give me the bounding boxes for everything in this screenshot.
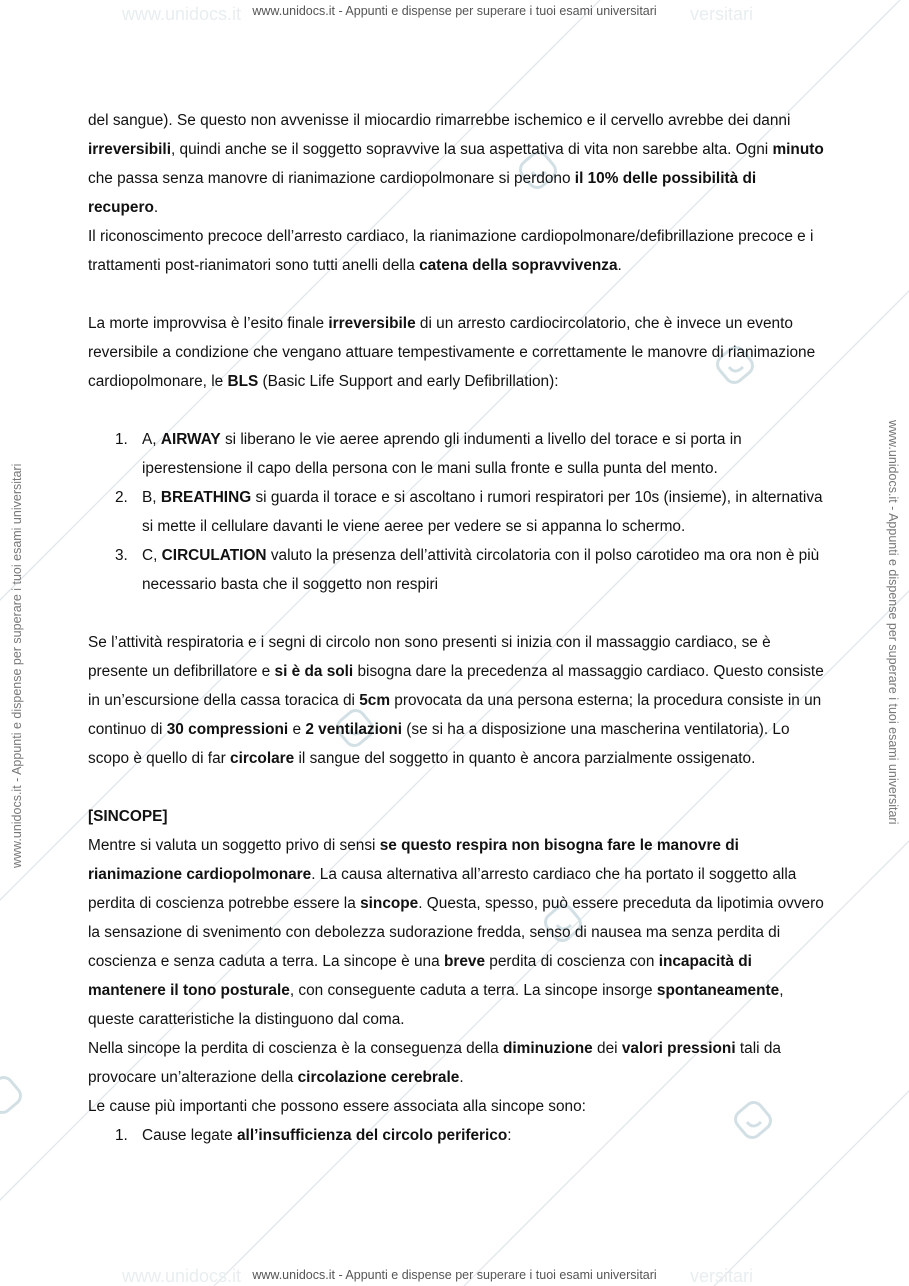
paragraph-survival-chain: Il riconoscimento precoce dell’arresto cardiaco, la rianimazione cardiopolmonare/defibrillazione precoce e i trattamenti post-rianimatori sono tutti anelli della catena della sopravvivenza. (88, 228, 814, 274)
paragraph-pressure: Nella sincope la perdita di coscienza è la conseguenza della diminuzione dei valori pressioni tali da provocare un’alterazione della circolazione cerebrale. (88, 1040, 781, 1086)
list-item: 3. C, CIRCULATION valuto la presenza dell’attività circolatoria con il polso carotideo ma ora non è più necessario basta che il soggetto non respiri (115, 547, 820, 593)
svg-text:versitari: versitari (690, 4, 754, 24)
paragraph-sincope: Mentre si valuta un soggetto privo di sensi se questo respira non bisogna fare le manovre di rianimazione cardiopolmonare. La causa alternativa all’arresto cardiaco che ha portato il soggetto alla perdita di coscienza potrebbe essere la sincope. Questa, spesso, può essere preceduta da lipotimia ovvero la sensazione di svenimento con debolezza sudorazione fredda, senso di nausea ma senza perdita di coscienza e senza caduta a terra. La sincope è una breve perdita di coscienza con incapacità di mantenere il tono posturale, con conseguente caduta a terra. La sincope insorge spontaneamente, queste caratteristiche la distinguono dal coma. (88, 837, 824, 1028)
list-item: 1. A, AIRWAY si liberano le vie aeree aprendo gli indumenti a livello del torace e si porta in iperestensione il capo della persona con le mani sulla fronte e sulla punta del mento. (115, 431, 742, 477)
paragraph-cardiac-massage: Se l’attività respiratoria e i segni di circolo non sono presenti si inizia con il massaggio cardiaco, se è presente un defibrillatore e si è da soli bisogna dare la precedenza al massaggio cardiaco. Questo consiste in un’escursione della cassa toracica di 5cm provocata da una persona esterna; la procedura consiste in un continuo di 30 compressioni e 2 ventilazioni (se si ha a disposizione una mascherina ventilatoria). Lo scopo è quello di far circolare il sangue del soggetto in quanto è ancora parzialmente ossigenato. (88, 634, 824, 767)
footer-watermark-text: www.unidocs.it - Appunti e dispense per superare i tuoi esami universitari (252, 1268, 657, 1282)
document-body (88, 106, 828, 1150)
spacer (88, 599, 828, 628)
causes-list (88, 1121, 828, 1150)
svg-text:www.unidocs.it: www.unidocs.it (122, 4, 242, 24)
paragraph-intro: del sangue). Se questo non avvenisse il miocardio rimarrebbe ischemico e il cervello avrebbe dei danni irreversibili, quindi anche se il soggetto sopravvive la sua aspettativa di vita non sarebbe alta. Ogni minuto che passa senza manovre di rianimazione cardiopolmonare si perdono il 10% delle possibilità di recupero. (88, 112, 824, 216)
section-heading-sincope: [SINCOPE] (88, 808, 168, 825)
paragraph-causes-intro: Le cause più importanti che possono essere associata alla sincope sono: (88, 1098, 586, 1115)
svg-text:www.unidocs.it: www.unidocs.it (122, 1266, 242, 1286)
side-watermark-text-right: www.unidocs.it - Appunti e dispense per superare i tuoi esami universitari (886, 420, 900, 825)
spacer (88, 773, 828, 802)
bls-steps-list (88, 425, 828, 599)
list-item: 1. Cause legate all’insufficienza del circolo periferico: (115, 1127, 512, 1144)
logo-watermark-icon (0, 1074, 24, 1116)
svg-text:versitari: versitari (690, 1266, 754, 1286)
side-watermark-text-left: www.unidocs.it - Appunti e dispense per superare i tuoi esami universitari (10, 463, 24, 868)
spacer (88, 280, 828, 309)
header-watermark-text: www.unidocs.it - Appunti e dispense per superare i tuoi esami universitari (252, 4, 657, 18)
list-item: 2. B, BREATHING si guarda il torace e si ascoltano i rumori respiratori per 10s (insieme), in alternativa si mette il cellulare davanti le viene aeree per vedere se si appanna lo schermo. (115, 489, 823, 535)
paragraph-bls: La morte improvvisa è l’esito finale irreversibile di un arresto cardiocircolatorio, che è invece un evento reversibile a condizione che vengano attuare tempestivamente e correttamente le manovre di rianimazione cardiopolmonare, le BLS (Basic Life Support and early Defibrillation): (88, 315, 816, 390)
spacer (88, 396, 828, 425)
